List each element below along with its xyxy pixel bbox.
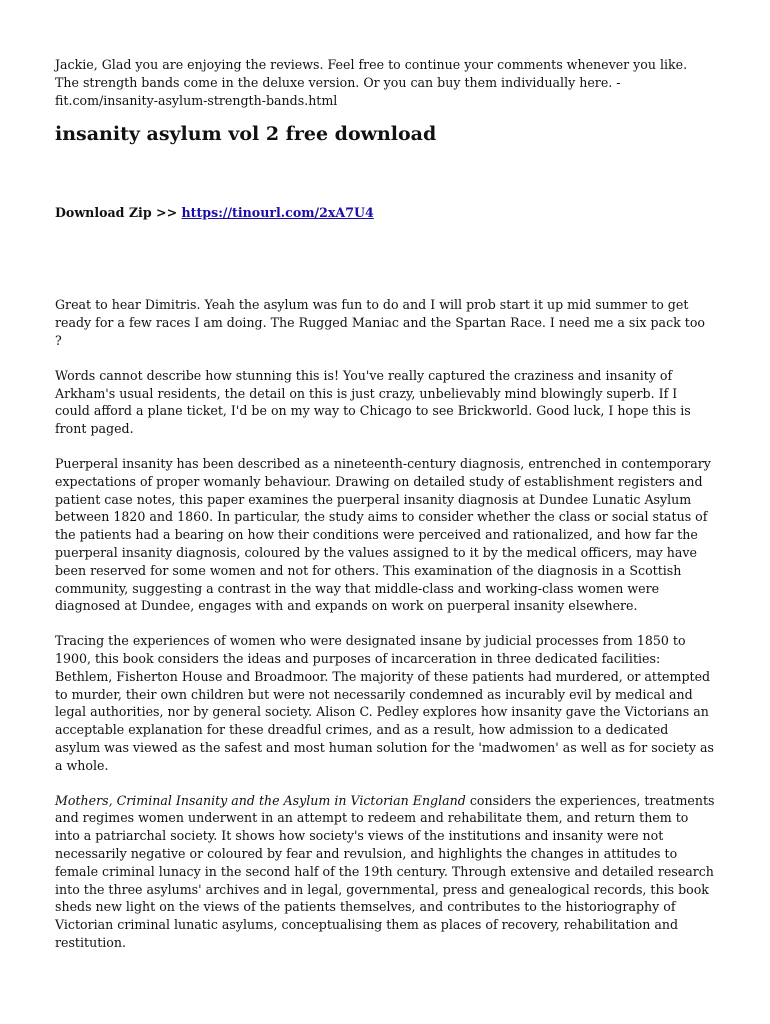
paragraph-3: Puerperal insanity has been described as a nineteenth-century diagnosis, entrenched in contemporary expectations of proper womanly behaviour. Drawing on detailed study of establishment registers and patient case notes, this paper examines the puerperal insanity diagnosis at Dundee Lunatic Asylum between 1820 and 1860. In particular, the study aims to consider whether the class or social status of the patients had a bearing on how their conditions were perceived and rationalized, and how far the puerperal insanity diagnosis, coloured by the values assigned to it by the medical officers, may have been reserved for some women and not for others. This examination of the diagnosis in a Scottish community, suggesting a contrast in the way that middle-class and working-class women were diagnosed at Dundee, engages with and expands on work on puerperal insanity elsewhere. <box>55 455 711 614</box>
download-line <box>55 204 715 222</box>
paragraph-5-text: considers the experiences, treatments and regimes women underwent in an attempt to redeem and rehabilitate them, and return them to into a patriarchal society. It shows how society's views of the institutions and insanity were not necessarily negative or coloured by fear and revulsion, and highlights the changes in attitudes to female criminal lunacy in the second half of the 19th century. Through extensive and detailed research into the three asylums' archives and in legal, governmental, press and genealogical records, this book sheds new light on the views of the patients themselves, and contributes to the historiography of Victorian criminal lunatic asylums, conceptualising them as places of recovery, rehabilitation and restitution. <box>55 792 715 950</box>
paragraph-2: Words cannot describe how stunning this is! You've really captured the craziness and insanity of Arkham's usual residents, the detail on this is just crazy, unbelievably mind blowingly superb. If I could afford a plane ticket, I'd be on my way to Chicago to see Brickworld. Good luck, I hope this is front paged. <box>55 367 691 437</box>
paragraph-1: Great to hear Dimitris. Yeah the asylum was fun to do and I will prob start it up mid summer to get ready for a few races I am doing. The Rugged Maniac and the Spartan Race. I need me a six pack too ? <box>55 297 705 348</box>
page-title: insanity asylum vol 2 free download <box>55 123 437 146</box>
download-label: Download Zip >> <box>55 205 182 221</box>
download-link[interactable]: https://tinourl.com/2xA7U4 <box>181 205 374 221</box>
book-title: Mothers, Criminal Insanity and the Asylum in Victorian England <box>55 792 466 808</box>
intro-paragraph: Jackie, Glad you are enjoying the reviews. Feel free to continue your comments whenever you like. The strength bands come in the deluxe version. Or you can buy them individually here. - fit.com/insanity-asylum-strength-bands.html <box>55 57 688 108</box>
paragraph-4: Tracing the experiences of women who were designated insane by judicial processes from 1850 to 1900, this book considers the ideas and purposes of incarceration in three dedicated facilities: Bethlem, Fisherton House and Broadmoor. The majority of these patients had murdered, or attempted to murder, their own children but were not necessarily condemned as incurably evil by medical and legal authorities, nor by general society. Alison C. Pedley explores how insanity gave the Victorians an acceptable explanation for these dreadful crimes, and as a result, how admission to a dedicated asylum was viewed as the safest and most human solution for the 'madwomen' as well as for society as a whole. <box>55 633 714 773</box>
paragraph-5 <box>55 792 715 952</box>
